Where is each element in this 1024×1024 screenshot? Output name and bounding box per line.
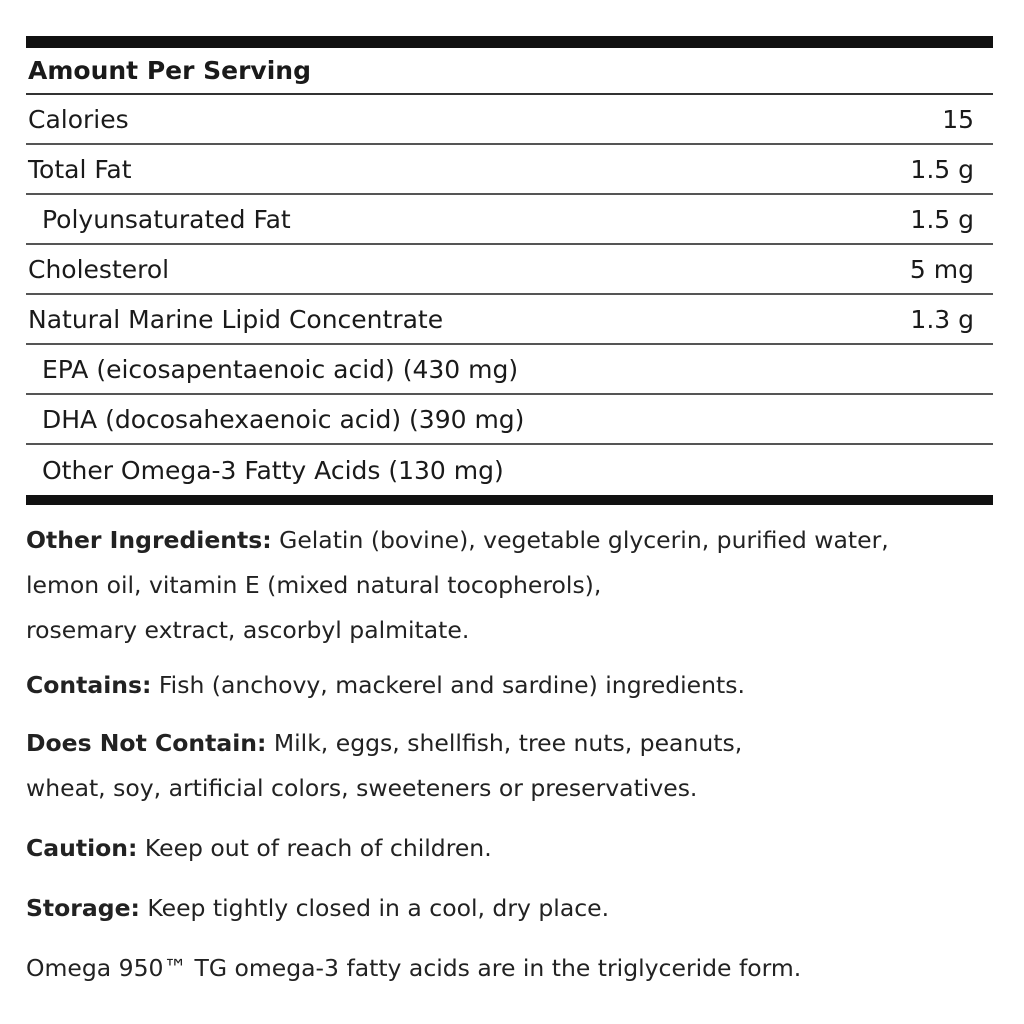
storage-label: Storage: (26, 894, 140, 922)
facts-row-calories (26, 95, 993, 145)
facts-row-epa (26, 345, 993, 395)
caution-label: Caution: (26, 834, 138, 862)
other-ingredients-text-line3: rosemary extract, ascorbyl palmitate. (26, 616, 470, 644)
row-label: Other Omega-3 Fatty Acids (130 mg) (42, 455, 504, 485)
triglyceride-form-note: Omega 950™ TG omega-3 fatty acids are in the triglyceride form. (26, 954, 802, 982)
other-ingredients-paragraph (26, 518, 1001, 653)
facts-row-other-omega3 (26, 445, 993, 495)
other-ingredients-text-line1: Gelatin (bovine), vegetable glycerin, purified water, (271, 526, 889, 554)
does-not-contain-label: Does Not Contain: (26, 729, 267, 757)
storage-paragraph (26, 886, 1001, 931)
contains-text: Fish (anchovy, mackerel and sardine) ingredients. (151, 671, 745, 699)
does-not-contain-text-line2: wheat, soy, artificial colors, sweeteners or preservatives. (26, 774, 698, 802)
facts-row-dha (26, 395, 993, 445)
storage-text: Keep tightly closed in a cool, dry place. (139, 894, 610, 922)
row-value: 15 (942, 104, 974, 134)
caution-paragraph (26, 826, 1001, 871)
row-value: 5 mg (909, 254, 974, 284)
bottom-thick-rule (26, 495, 993, 505)
amount-per-serving-header: Amount Per Serving (26, 48, 993, 95)
other-ingredients-label: Other Ingredients: (26, 526, 272, 554)
supplement-facts-panel (26, 36, 993, 505)
facts-row-cholesterol (26, 245, 993, 295)
contains-label: Contains: (26, 671, 152, 699)
facts-row-polyunsaturated-fat (26, 195, 993, 245)
row-label: Cholesterol (28, 254, 170, 284)
does-not-contain-text-line1: Milk, eggs, shellfish, tree nuts, peanuts, (266, 729, 743, 757)
row-value: 1.3 g (910, 304, 974, 334)
caution-text: Keep out of reach of children. (137, 834, 492, 862)
top-thick-rule (26, 36, 993, 48)
facts-row-total-fat (26, 145, 993, 195)
other-ingredients-text-line2: lemon oil, vitamin E (mixed natural tocopherols), (26, 571, 602, 599)
does-not-contain-paragraph (26, 721, 1001, 811)
facts-row-marine-lipid (26, 295, 993, 345)
label-notes (26, 514, 1001, 991)
row-value: 1.5 g (910, 204, 974, 234)
row-label: Natural Marine Lipid Concentrate (28, 304, 444, 334)
row-label: DHA (docosahexaenoic acid) (390 mg) (42, 404, 525, 434)
row-label: Total Fat (28, 154, 132, 184)
row-value: 1.5 g (910, 154, 974, 184)
contains-paragraph (26, 663, 1001, 708)
row-label: Calories (28, 104, 129, 134)
row-label: EPA (eicosapentaenoic acid) (430 mg) (42, 354, 519, 384)
row-label: Polyunsaturated Fat (42, 204, 291, 234)
